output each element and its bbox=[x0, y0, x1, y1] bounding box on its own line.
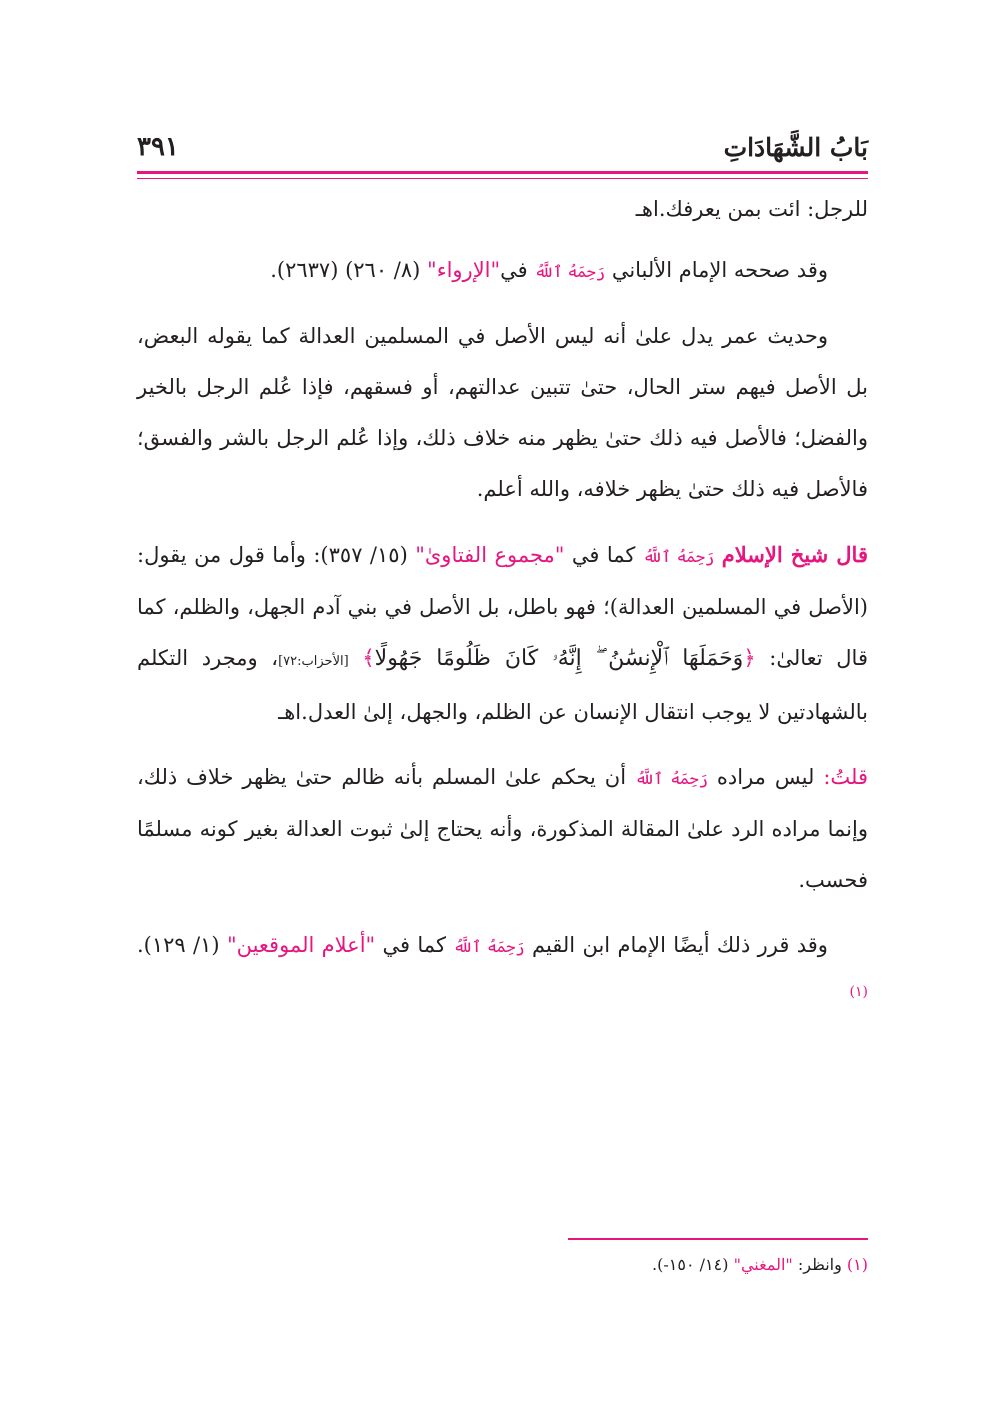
p4-text-c: ، ومجرد التكلم بالشهادتين لا يوجب انتقال الإنسان عن الظلم، والجهل، إلىٰ العدل.اهـ bbox=[137, 646, 868, 724]
qultu-label: قلتُ: bbox=[823, 765, 868, 789]
honorific-glyph: رَحِمَهُ ٱللَّهُ bbox=[642, 547, 715, 566]
paragraph-1: للرجل: ائت بمن يعرفك.اهـ bbox=[635, 197, 868, 221]
quran-bracket-open: ﴿ bbox=[743, 646, 756, 670]
p6-text-a: وقد قرر ذلك أيضًا الإمام ابن القيم bbox=[531, 933, 828, 957]
header-rule-thick bbox=[137, 171, 868, 174]
p5-text-a: ليس مراده bbox=[716, 765, 815, 789]
footnote-text-b: (١٤/ ١٥٠-). bbox=[652, 1255, 729, 1274]
paragraph-4 bbox=[137, 529, 868, 738]
page-header bbox=[137, 127, 868, 167]
body-text bbox=[137, 184, 868, 1023]
chapter-title: بَابُ الشَّهَادَاتِ bbox=[723, 132, 868, 162]
p2-text-c: (٨/ ٢٦٠) (٢٦٣٧). bbox=[270, 258, 421, 282]
footnote bbox=[137, 1252, 868, 1278]
quran-reference: [الأحزاب:٧٢] bbox=[278, 654, 349, 669]
quran-verse: وَحَمَلَهَا ٱلْإِنسَٰنُ ۖ إِنَّهُۥ كَانَ ظَلُومًا جَهُولًا bbox=[374, 646, 744, 671]
footnote-rule bbox=[568, 1238, 868, 1240]
p6-text-b: كما في bbox=[382, 933, 446, 957]
p6-text-c: (١/ ١٢٩). bbox=[137, 933, 220, 957]
p2-text-b: في bbox=[500, 258, 528, 282]
paragraph-3: وحديث عمر يدل علىٰ أنه ليس الأصل في المسلمين العدالة كما يقوله البعض، بل الأصل فيهم ستر الحال، حتىٰ تتبين عدالتهم، أو فسقهم، فإذا عُلم الرجل بالخير والفضل؛ فالأصل فيه ذلك حتىٰ يظهر منه خلاف ذلك، وإذا عُلم الرجل بالشر والفسق؛ فالأصل فيه ذلك حتىٰ يظهر خلافه، والله أعلم. bbox=[137, 324, 868, 501]
honorific-glyph: رَحِمَهُ ٱللَّهُ bbox=[534, 262, 606, 281]
source-title-fatawa: "مجموع الفتاوىٰ" bbox=[415, 543, 565, 567]
paragraph-5 bbox=[137, 752, 868, 906]
footnote-number: (١) bbox=[846, 1255, 868, 1274]
honorific-glyph: رَحِمَهُ ٱللَّهُ bbox=[635, 769, 708, 788]
paragraph-2 bbox=[137, 245, 868, 297]
footnote-text-a: وانظر: bbox=[797, 1255, 842, 1274]
speaker-name: قال شيخ الإسلام bbox=[721, 542, 868, 567]
quran-bracket-close: ﴾ bbox=[362, 646, 375, 670]
paragraph-6 bbox=[137, 920, 868, 1023]
p4-text-b: (١٥/ ٣٥٧): وأما قول من يقول: (الأصل في المسلمين العدالة)؛ فهو باطل، بل الأصل في بني آدم الجهل، والظلم، كما قال تعالىٰ: bbox=[137, 543, 868, 670]
p4-text-a: كما في bbox=[571, 543, 636, 567]
page-number: ٣٩١ bbox=[137, 132, 179, 162]
footnote-source: "المغني" bbox=[733, 1255, 793, 1274]
honorific-glyph: رَحِمَهُ ٱللَّهُ bbox=[453, 937, 525, 956]
source-title-irwa: "الإرواء" bbox=[427, 258, 501, 282]
footnote-marker[interactable]: (١) bbox=[849, 984, 868, 1000]
header-rule-thin bbox=[137, 178, 868, 179]
source-title-alam: "أعلام الموقعين" bbox=[226, 933, 376, 957]
p5-text-b: أن يحكم علىٰ المسلم بأنه ظالم حتىٰ يظهر خلاف ذلك، وإنما مراده الرد علىٰ المقالة المذكورة، وأنه يحتاج إلىٰ ثبوت العدالة بغير كونه مسلمًا فحسب. bbox=[137, 765, 868, 892]
p2-text-a: وقد صححه الإمام الألباني bbox=[611, 258, 828, 282]
